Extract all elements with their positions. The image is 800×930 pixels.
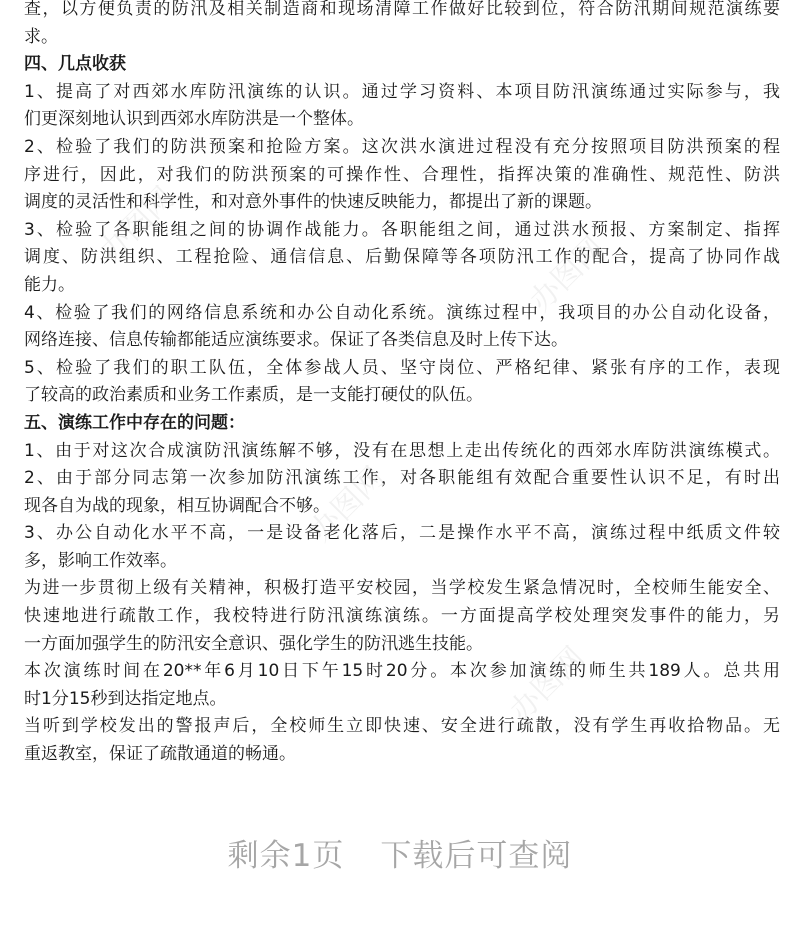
doc-line: 本次演练时间在20**年6月10日下午15时20分。本次参加演练的师生共189人。总共用 — [24, 661, 780, 682]
watermark: 办图网 — [93, 180, 182, 269]
doc-line: 多，影响工作效率。 — [24, 550, 177, 571]
doc-line: 现各自为战的现象，相互协调配合不够。 — [24, 495, 330, 516]
doc-line: 调度的灵活性和科学性，和对意外事件的快速反映能力，都提出了新的课题。 — [24, 192, 602, 213]
document-body — [24, 0, 780, 769]
download-to-view-label: 下载后可查阅 — [380, 838, 573, 874]
doc-line: 3、办公自动化水平不高，一是设备老化落后，二是操作水平不高，演练过程中纸质文件较 — [24, 523, 780, 544]
doc-line: 1、提高了对西郊水库防汛演练的认识。通过学习资料、本项目防汛演练通过实际参与，我 — [24, 81, 780, 102]
doc-line: 为进一步贯彻上级有关精神，积极打造平安校园，当学校发生紧急情况时，全校师生能安全、 — [24, 578, 780, 599]
doc-line: 时1分15秒到达指定地点。 — [24, 688, 227, 709]
watermark: 办图网 — [523, 230, 612, 319]
doc-line: 网络连接、信息传输都能适应演练要求。保证了各类信息及时上传下达。 — [24, 330, 568, 351]
section-heading: 五、演练工作中存在的问题： — [24, 412, 245, 433]
doc-line: 2、检验了我们的防洪预案和抢险方案。这次洪水演进过程没有充分按照项目防洪预案的程 — [24, 136, 780, 157]
doc-line: 1、由于对这次合成演防汛演练解不够，没有在思想上走出传统化的西郊水库防洪演练模式。 — [24, 440, 780, 461]
doc-line: 当听到学校发出的警报声后，全校师生立即快速、安全进行疏散，没有学生再收拾物品。无 — [24, 716, 780, 737]
doc-line: 序进行，因此，对我们的防洪预案的可操作性、合理性，指挥决策的准确性、规范性、防洪 — [24, 164, 780, 185]
download-prompt[interactable] — [0, 830, 800, 875]
doc-line: 查，以方便负责的防汛及相关制造商和现场清障工作做好比较到位，符合防汛期间规范演练要 — [24, 0, 780, 19]
doc-line: 能力。 — [24, 274, 75, 295]
doc-line: 调度、防洪组织、工程抢险、通信信息、后勤保障等各项防汛工作的配合，提高了协同作战 — [24, 247, 780, 268]
doc-line: 5、检验了我们的职工队伍，全体参战人员、坚守岗位、严格纪律、紧张有序的工作，表现 — [24, 357, 780, 378]
doc-line: 2、由于部分同志第一次参加防汛演练工作，对各职能组有效配合重要性认识不足，有时出 — [24, 468, 780, 489]
doc-line: 求。 — [24, 26, 58, 47]
doc-line: 了较高的政治素质和业务工作素质，是一支能打硬仗的队伍。 — [24, 385, 483, 406]
doc-line: 一方面加强学生的防汛安全意识、强化学生的防汛逃生技能。 — [24, 633, 483, 654]
watermark: 办图网 — [303, 460, 392, 549]
doc-line: 快速地进行疏散工作，我校特进行防汛演练演练。一方面提高学校处理突发事件的能力，另 — [24, 606, 780, 627]
doc-line: 们更深刻地认识到西郊水库防洪是一个整体。 — [24, 109, 364, 130]
doc-line: 4、检验了我们的网络信息系统和办公自动化系统。演练过程中，我项目的办公自动化设备， — [24, 302, 780, 323]
doc-line: 3、检验了各职能组之间的协调作战能力。各职能组之间，通过洪水预报、方案制定、指挥 — [24, 219, 780, 240]
section-heading: 四、几点收获 — [24, 54, 126, 75]
remaining-pages-label: 剩余1页 — [227, 838, 345, 874]
watermark: 办图网 — [503, 640, 592, 729]
doc-line: 重返教室，保证了疏散通道的畅通。 — [24, 744, 296, 765]
